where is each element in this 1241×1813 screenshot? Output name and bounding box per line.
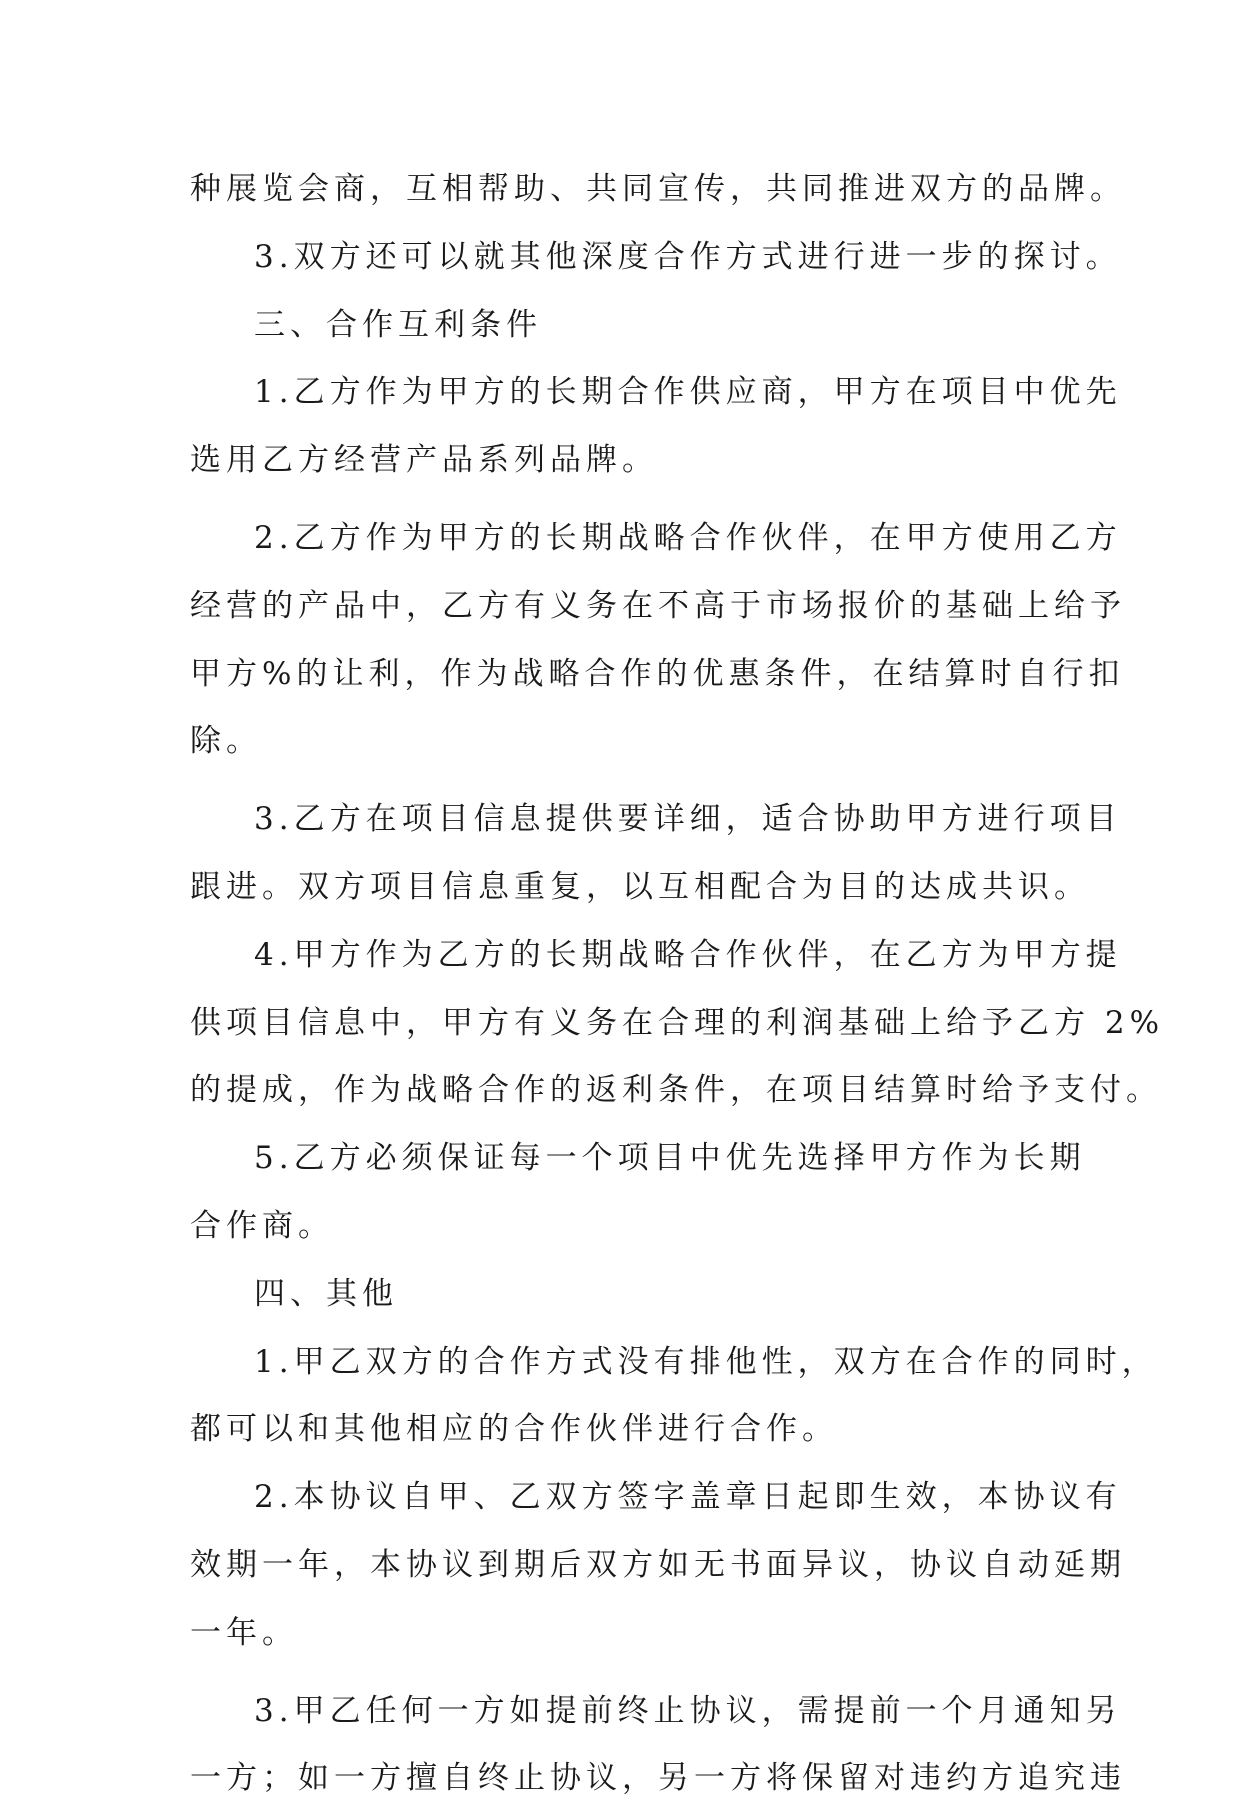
text-line: 种展览会商，互相帮助、共同宣传，共同推进双方的品牌。 [190,171,1126,207]
text-line: 都可以和其他相应的合作伙伴进行合作。 [190,1411,838,1448]
text-line: 4.甲方作为乙方的长期战略合作伙伴，在乙方为甲方提 [254,936,1122,973]
text-line: 3.双方还可以就其他深度合作方式进行进一步的探讨。 [254,238,1122,275]
text-line: 除。 [190,723,262,760]
text-line: 的提成，作为战略合作的返利条件，在项目结算时给予支付。 [190,1072,1162,1109]
text-line: 3.乙方在项目信息提供要详细，适合协助甲方进行项目 [254,801,1122,838]
text-line: 5.乙方必须保证每一个项目中优先选择甲方作为长期 [254,1140,1086,1177]
text-line: 1.甲乙双方的合作方式没有排他性，双方在合作的同时， [254,1343,1158,1380]
text-line: 一方；如一方擅自终止协议，另一方将保留对违约方追究违 [190,1760,1126,1797]
text-line: 2.本协议自甲、乙双方签字盖章日起即生效，本协议有 [254,1479,1122,1516]
section-heading: 四、其他 [254,1275,398,1312]
text-line: 1.乙方作为甲方的长期合作供应商，甲方在项目中优先 [254,374,1122,411]
text-line: 选用乙方经营产品系列品牌。 [190,442,658,479]
text-line: 一年。 [190,1614,298,1651]
text-line: 3.甲乙任何一方如提前终止协议，需提前一个月通知另 [254,1692,1122,1729]
text-line: 2.乙方作为甲方的长期战略合作伙伴，在甲方使用乙方 [254,519,1122,556]
section-heading: 三、合作互利条件 [254,306,542,343]
text-line: 供项目信息中，甲方有义务在合理的利润基础上给予乙方 2% [190,1004,1165,1041]
text-line: 效期一年，本协议到期后双方如无书面异议，协议自动延期 [190,1546,1126,1583]
text-line: 经营的产品中，乙方有义务在不高于市场报价的基础上给予 [190,587,1126,624]
document-body [190,156,1165,1813]
text-line: 跟进。双方项目信息重复，以互相配合为目的达成共识。 [190,868,1090,905]
text-line: 合作商。 [190,1207,334,1244]
text-line: 甲方%的让利，作为战略合作的优惠条件，在结算时自行扣 [190,655,1125,692]
